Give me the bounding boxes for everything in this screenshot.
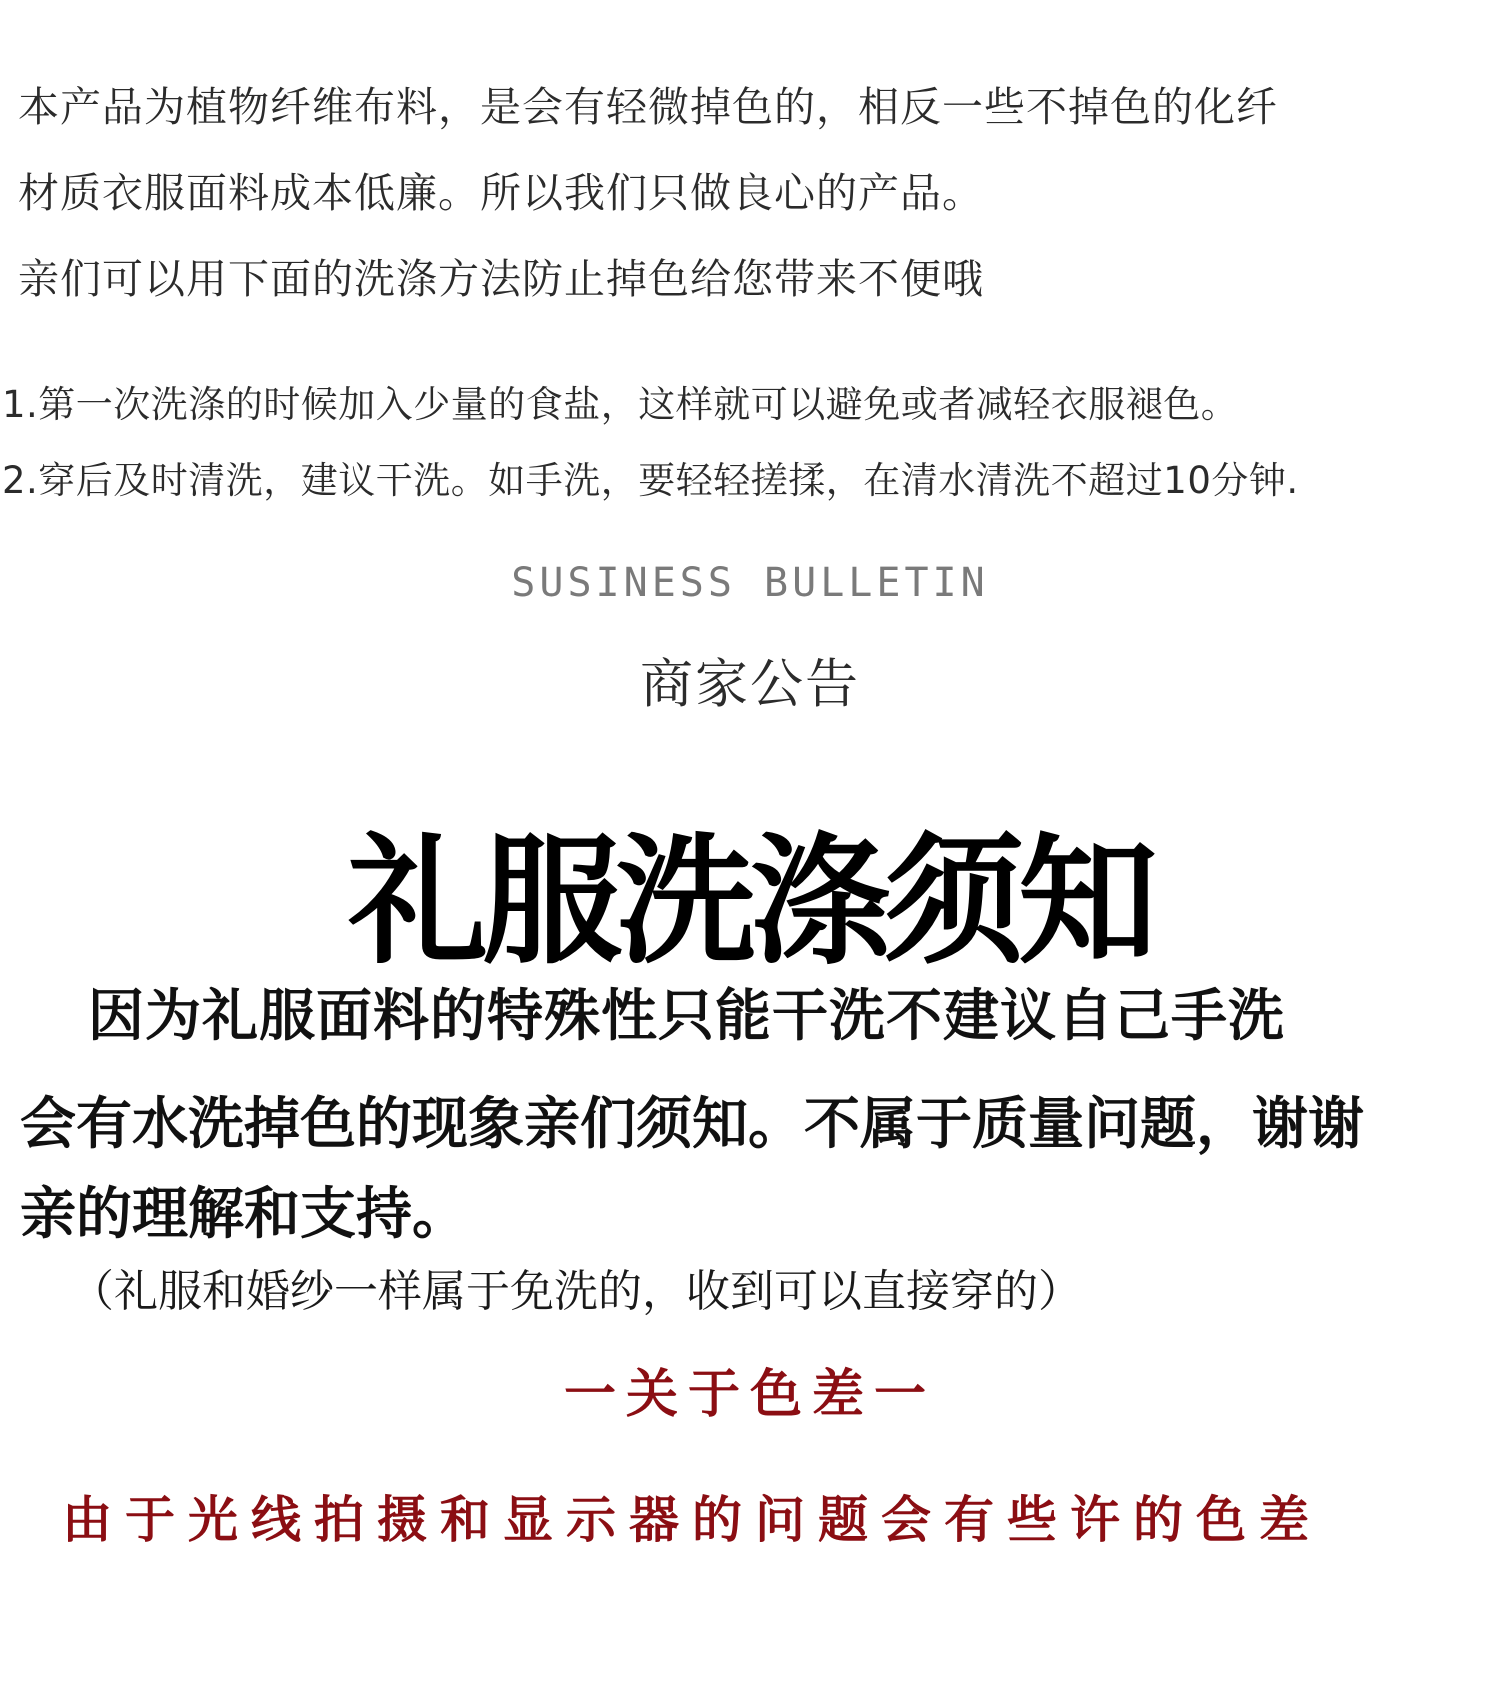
notice-line-1: 因为礼服面料的特殊性只能干洗不建议自己手洗 — [88, 984, 1285, 1049]
washing-tip-1: 1.第一次洗涤的时候加入少量的食盐，这样就可以避免或者减轻衣服褪色。 — [2, 383, 1239, 426]
intro-line-2: 材质衣服面料成本低廉。所以我们只做良心的产品。 — [18, 169, 984, 217]
intro-line-3: 亲们可以用下面的洗涤方法防止掉色给您带来不便哦 — [18, 255, 984, 303]
color-difference-text: 由于光线拍摄和显示器的问题会有些许的色差 — [62, 1491, 1322, 1549]
notice-line-2: 会有水洗掉色的现象亲们须知。不属于质量问题，谢谢 — [20, 1092, 1364, 1157]
bulletin-english-heading: SUSINESS BULLETIN — [511, 560, 989, 606]
washing-notice-title: 礼服洗涤须知 — [347, 820, 1152, 984]
notice-line-3: 亲的理解和支持。 — [20, 1182, 468, 1247]
washing-tip-2: 2.穿后及时清洗，建议干洗。如手洗，要轻轻搓揉，在清水清洗不超过10分钟. — [2, 459, 1299, 502]
intro-line-1: 本产品为植物纤维布料，是会有轻微掉色的，相反一些不掉色的化纤 — [18, 83, 1278, 131]
notice-note: （礼服和婚纱一样属于免洗的，收到可以直接穿的） — [70, 1266, 1082, 1317]
bulletin-chinese-heading: 商家公告 — [640, 654, 860, 715]
color-difference-heading: 一关于色差一 — [563, 1365, 936, 1425]
